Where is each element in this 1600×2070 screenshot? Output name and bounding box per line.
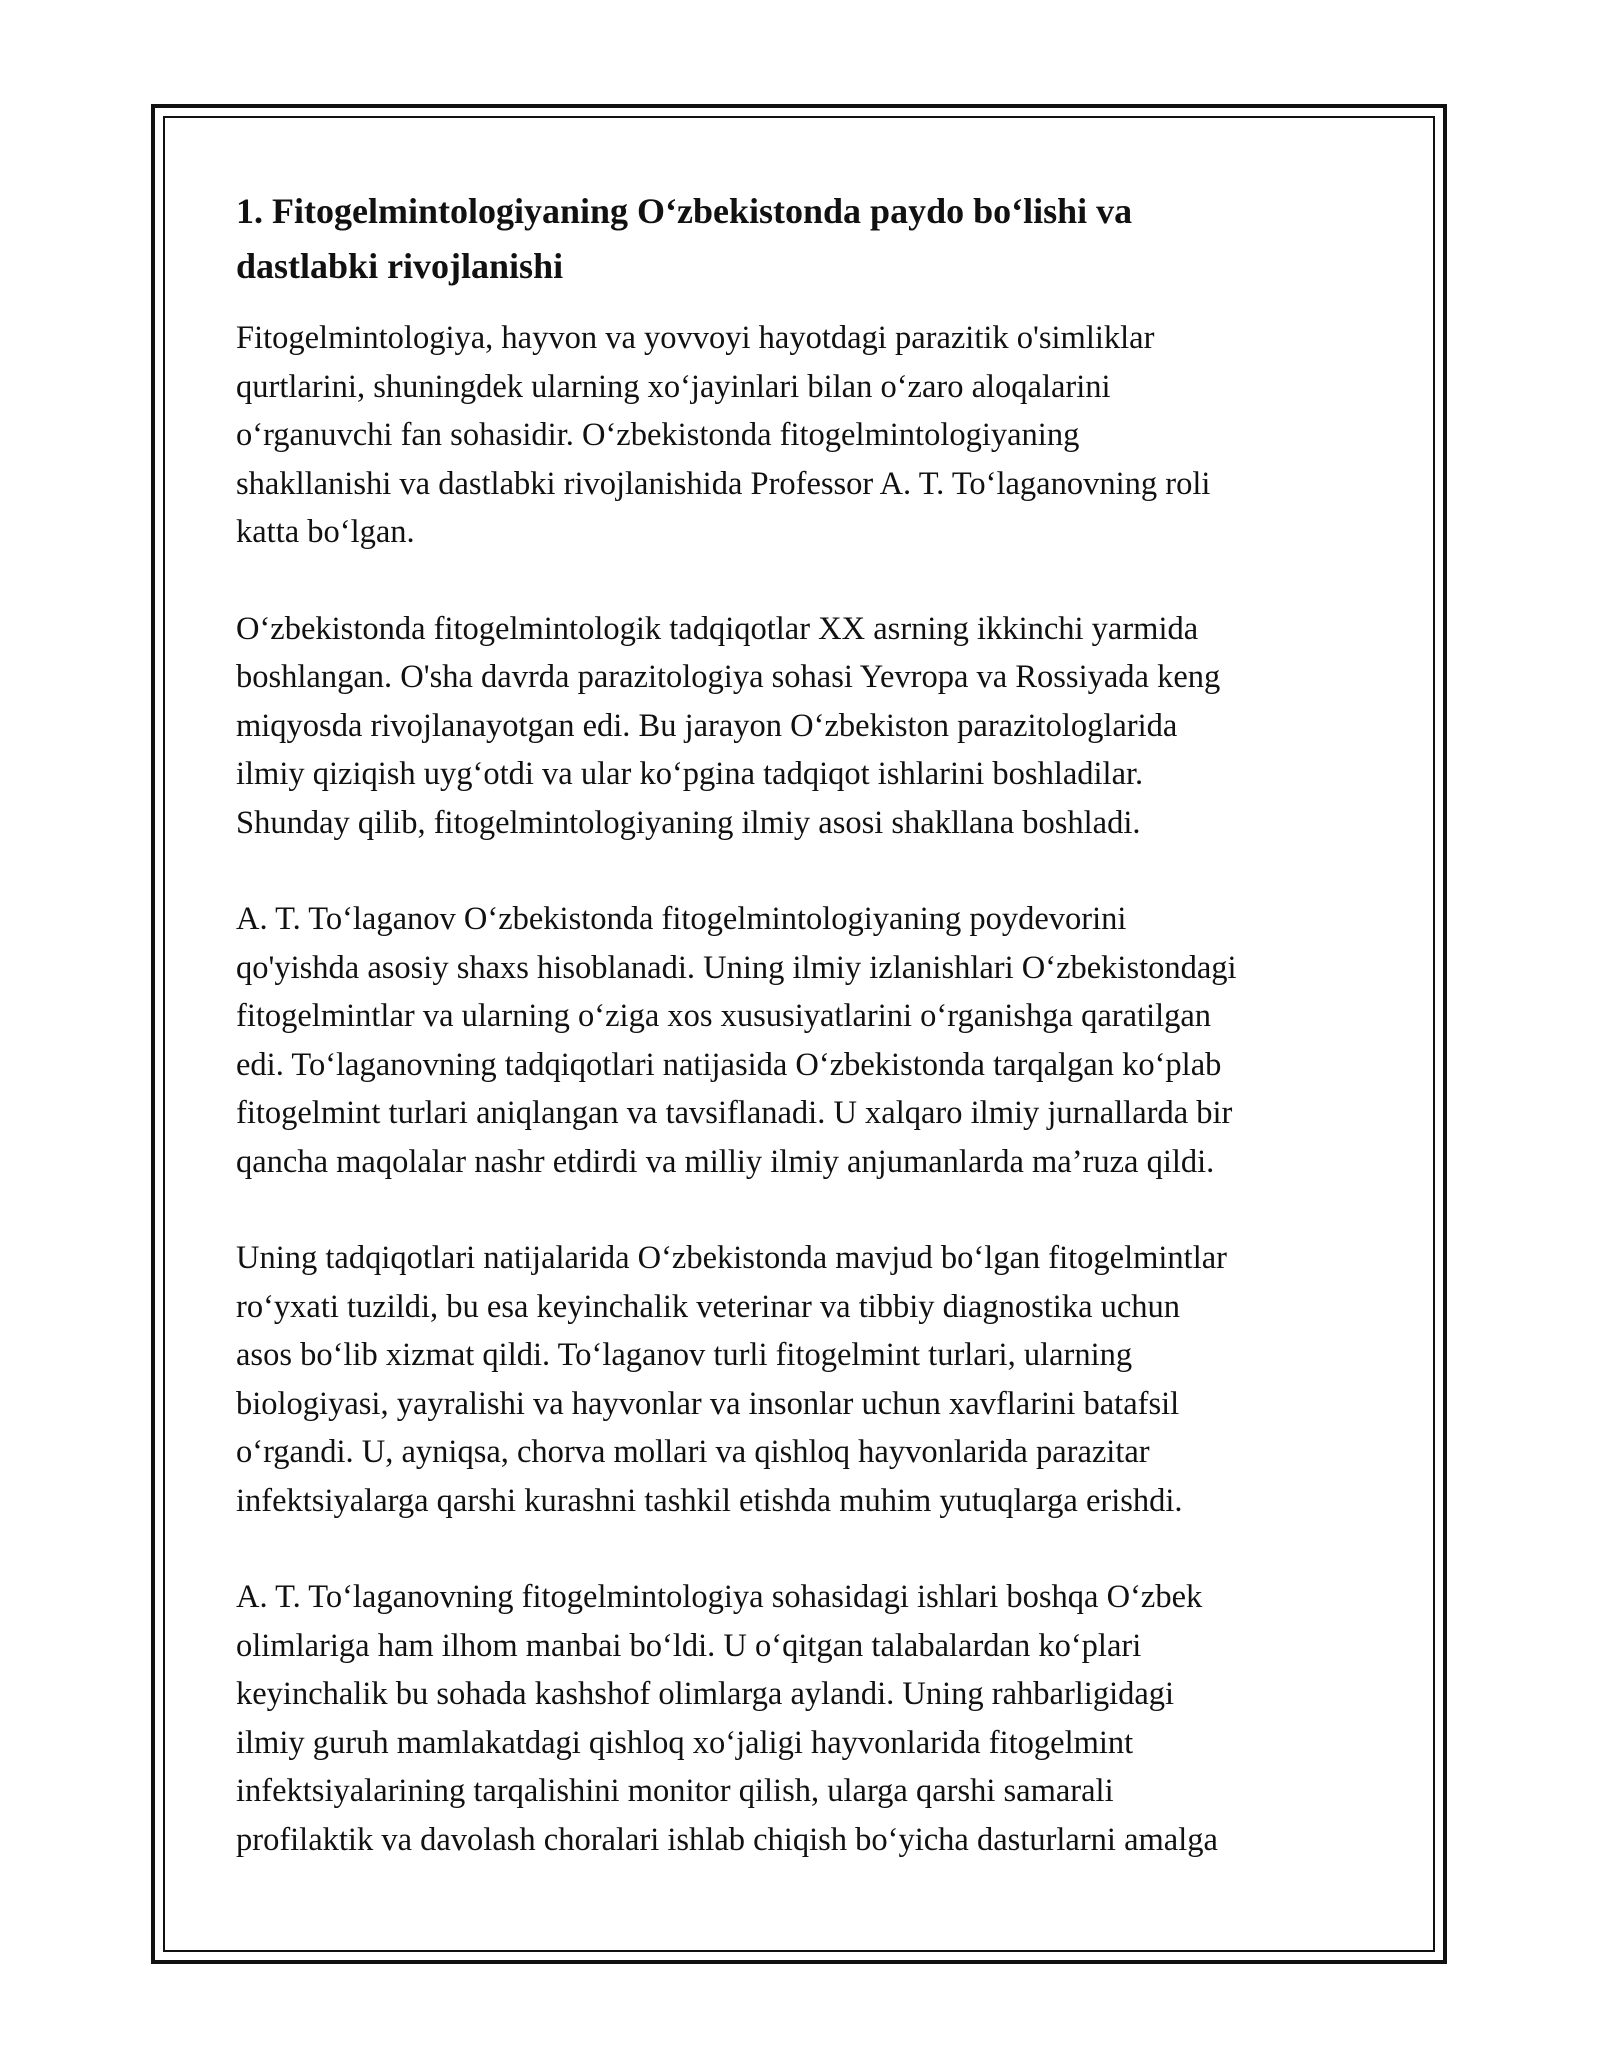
section-heading: 1. Fitogelmintologiyaning O‘zbekistonda paydo bo‘lishi va dastlabki rivojlanishi [236, 191, 1133, 286]
paragraph-3: A. T. To‘laganov O‘zbekistonda fitogelmintologiyaning poydevorini qo'yishda asosiy shaxs hisoblanadi. Uning ilmiy izlanishlari O‘zbekistondagi fitogelmintlar va ularning o‘ziga xos xususiyatlarini o‘rganishga qaratilgan edi. To‘laganovning tadqiqotlari natijasida O‘zbekistonda tarqalgan ko‘plab fitogelmint turlari aniqlangan va tavsiflanadi. U xalqaro ilmiy jurnallarda bir qancha maqolalar nashr etdirdi va milliy ilmiy anjumanlarda ma’ruza qildi. [236, 901, 1237, 1180]
paragraph-5: A. T. To‘laganovning fitogelmintologiya sohasidagi ishlari boshqa O‘zbek olimlariga ham ilhom manbai bo‘ldi. U o‘qitgan talabalardan ko‘plari keyinchalik bu sohada kashshof olimlarga aylandi. Uning rahbarligidagi ilmiy guruh mamlakatdagi qishloq xo‘jaligi hayvonlarida fitogelmint infektsiyalarining tarqalishini monitor qilish, ularga qarshi samarali profilaktik va davolash choralari ishlab chiqish bo‘yicha dasturlarni amalga [236, 1579, 1218, 1858]
paragraph-2: O‘zbekistonda fitogelmintologik tadqiqotlar XX asrning ikkinchi yarmida boshlangan. O'sha davrda parazitologiya sohasi Yevropa va Rossiyada keng miqyosda rivojlanayotgan edi. Bu jarayon O‘zbekiston parazitologlarida ilmiy qiziqish uyg‘otdi va ular ko‘pgina tadqiqot ishlarini boshladilar. Shunday qilib, fitogelmintologiyaning ilmiy asosi shakllana boshladi. [236, 610, 1221, 841]
document-body [236, 184, 1376, 1912]
paragraph-4: Uning tadqiqotlari natijalarida O‘zbekistonda mavjud bo‘lgan fitogelmintlar ro‘yxati tuzildi, bu esa keyinchalik veterinar va tibbiy diagnostika uchun asos bo‘lib xizmat qildi. To‘laganov turli fitogelmint turlari, ularning biologiyasi, yayralishi va hayvonlar va insonlar uchun xavflarini batafsil o‘rgandi. U, ayniqsa, chorva mollari va qishloq hayvonlarida parazitar infektsiyalarga qarshi kurashni tashkil etishda muhim yutuqlarga erishdi. [236, 1240, 1227, 1519]
paragraph-1: Fitogelmintologiya, hayvon va yovvoyi hayotdagi parazitik o'simliklar qurtlarini, shuningdek ularning xo‘jayinlari bilan o‘zaro aloqalarini o‘rganuvchi fan sohasidir. O‘zbekistonda fitogelmintologiyaning shakllanishi va dastlabki rivojlanishida Professor A. T. To‘laganovning roli katta bo‘lgan. [236, 320, 1211, 550]
